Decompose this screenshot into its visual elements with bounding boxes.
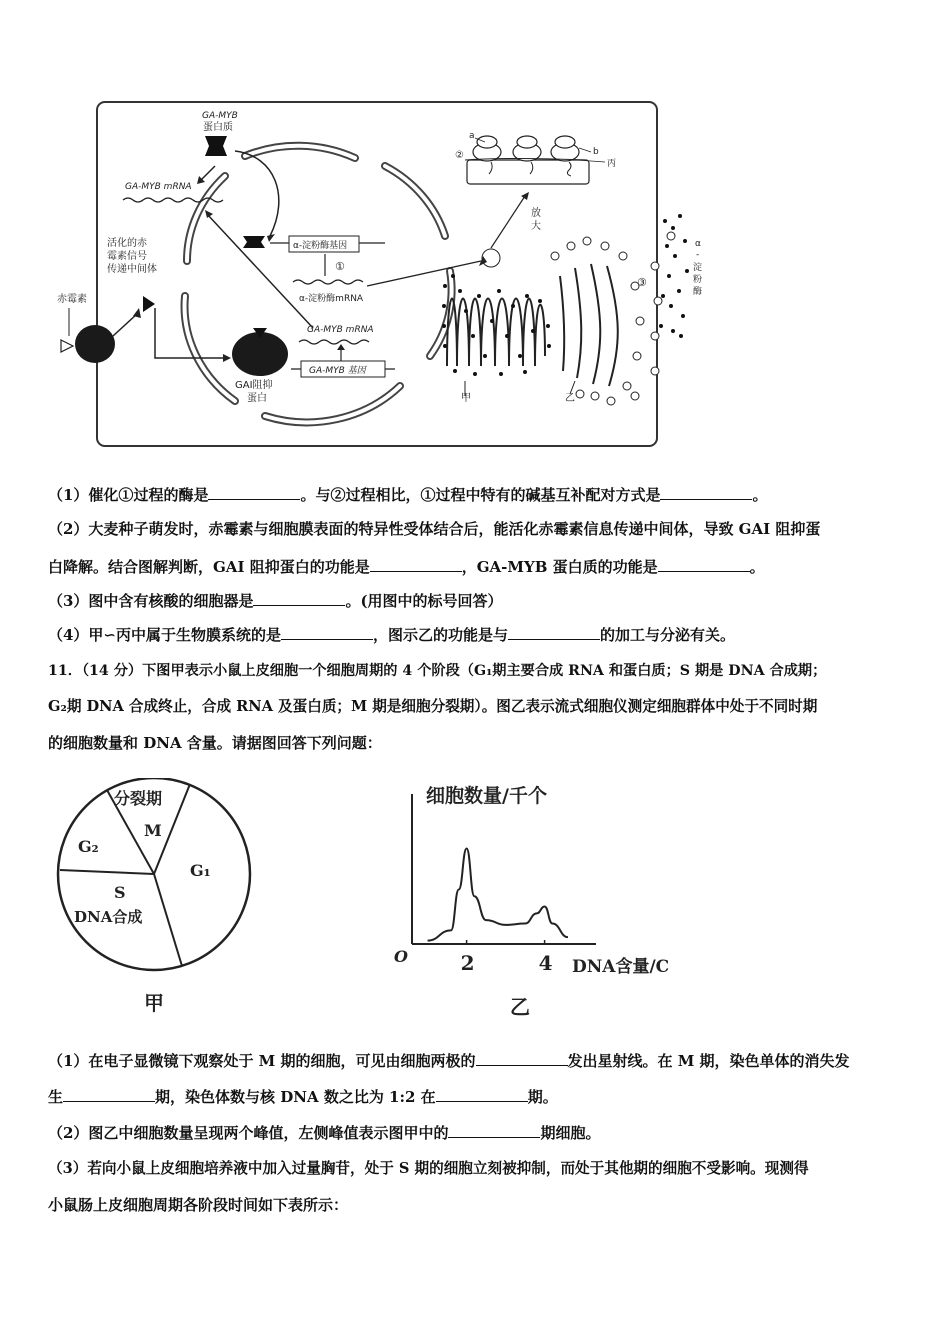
- q10-line-2: （2）大麦种子萌发时，赤霉素与细胞膜表面的特异性受体结合后，能活化赤霉素信息传递中间体，导致 GAI 阻抑蛋: [48, 520, 821, 538]
- enzyme-label-1: α: [695, 239, 701, 249]
- answer-blank[interactable]: [208, 484, 300, 500]
- pie-label-dna-synthesis: DNA合成: [74, 908, 143, 926]
- cell-cycle-pie: [52, 778, 262, 1028]
- gibberellin-diagram: [55, 96, 715, 458]
- ga-myb-protein-label: GA-MYB: [202, 111, 238, 121]
- q11-1b-text-c: 期。: [527, 1088, 558, 1106]
- label-a: a: [469, 131, 475, 141]
- q10-2b-text-b: ，GA-MYB 蛋白质的功能是: [461, 558, 658, 576]
- q11-line-1: [48, 1050, 914, 1072]
- answer-blank[interactable]: [476, 1050, 568, 1066]
- pie-label-s: S: [114, 883, 126, 902]
- q10-line-4: [48, 590, 914, 612]
- q11-2-text-b: 期细胞。: [540, 1124, 601, 1142]
- x-tick-label-2: 2: [460, 951, 475, 975]
- answer-blank[interactable]: [370, 556, 462, 572]
- gai-binding-icon: [243, 236, 265, 248]
- polyribosome: [473, 136, 579, 161]
- q10-line-3: [48, 556, 914, 578]
- q11-intro-1: 11．（14 分）下图甲表示小鼠上皮细胞一个细胞周期的 4 个阶段（G₁期主要合成 RNA 和蛋白质；S 期是 DNA 合成期；: [48, 663, 827, 679]
- gai-repressor-icon: [232, 332, 288, 376]
- q10-2b-text-a: 白降解。结合图解判断，GAI 阻抑蛋白的功能是: [48, 558, 370, 576]
- step-3-label: ③: [637, 276, 647, 289]
- x-tick-label-4: 4: [538, 951, 553, 975]
- x-axis-label: DNA含量/C: [572, 957, 670, 977]
- step-2-label: ②: [455, 150, 464, 161]
- label-yi: 乙: [565, 393, 575, 404]
- q11-line-4: （3）若向小鼠上皮细胞培养液中加入过量胸苷，处于 S 期的细胞立刻被抑制，而处于其他期的细胞不受影响。现测得: [48, 1160, 809, 1177]
- ga-myb-protein-label2: 蛋白质: [203, 122, 233, 133]
- q11-1b-text-b: 期，染色体数与核 DNA 数之比为 1:2 在: [155, 1088, 436, 1106]
- y-axis-label: 细胞数量/千个: [426, 785, 547, 807]
- q11-intro-3: 的细胞数量和 DNA 含量。请据图回答下列问题：: [48, 734, 382, 752]
- q11-1-text-a: （1）在电子显微镜下观察处于 M 期的细胞，可见由细胞两极的: [48, 1052, 476, 1070]
- activated-label-3: 传递中间体: [107, 264, 157, 275]
- q10-3-text-a: （3）图中含有核酸的细胞器是: [48, 592, 254, 610]
- ga-myb-mrna-mid-label: GA-MYB mRNA: [307, 325, 374, 335]
- ga-myb-protein-icon: [205, 136, 227, 156]
- q11-intro-2: G₂期 DNA 合成终止，合成 RNA 及蛋白质；M 期是细胞分裂期）。图乙表示流式细胞仪测定细胞群体中处于不同时期: [48, 698, 818, 715]
- q10-4-text-b: ，图示乙的功能是与: [373, 626, 509, 644]
- ga-myb-gene-label: GA-MYB 基因: [309, 366, 366, 376]
- cell-count-curve: [428, 849, 568, 941]
- pie-label-g2: G₂: [78, 837, 99, 856]
- q10-4-text-a: （4）甲∽丙中属于生物膜系统的是: [48, 626, 282, 644]
- rough-er: [447, 299, 545, 367]
- label-jia: 甲: [461, 393, 471, 404]
- activated-label-1: 活化的赤: [107, 238, 147, 249]
- q10-3-text-b: 。(用图中的标号回答）: [345, 592, 503, 610]
- answer-blank[interactable]: [448, 1122, 540, 1138]
- enzyme-label-3: 淀: [693, 263, 703, 273]
- q11-line-5: 小鼠肠上皮细胞周期各阶段时间如下表所示：: [48, 1196, 349, 1214]
- pie-label-division: 分裂期: [114, 789, 163, 808]
- gai-label-1: GAI阻抑: [235, 380, 273, 391]
- enzyme-label-2: -: [696, 250, 700, 260]
- q11-line-3: [48, 1122, 914, 1144]
- q10-line-1: [48, 484, 914, 506]
- answer-blank[interactable]: [436, 1086, 528, 1102]
- origin-label: O: [394, 947, 408, 966]
- q10-1-text-a: （1）催化①过程的酶是: [48, 486, 209, 504]
- enzyme-dots: [659, 214, 689, 338]
- q11-1-text-b: 发出星射线。在 M 期，染色单体的消失发: [567, 1052, 850, 1070]
- answer-blank[interactable]: [658, 556, 750, 572]
- label-b: b: [593, 147, 599, 157]
- q10-2b-text-c: 。: [749, 558, 765, 576]
- q11-2-text-a: （2）图乙中细胞数量呈现两个峰值，左侧峰值表示图甲中的: [48, 1124, 449, 1142]
- ga-myb-mrna-top-label: GA-MYB mRNA: [125, 182, 192, 192]
- q11-line-2: [48, 1086, 914, 1108]
- enlarge-label-1: 放: [531, 208, 541, 219]
- chart-caption: 乙: [510, 995, 530, 1019]
- gai-label-2: 蛋白: [247, 393, 267, 404]
- flow-cytometry-chart: [388, 776, 698, 1026]
- answer-blank[interactable]: [281, 624, 373, 640]
- step-1-label: ①: [335, 260, 345, 273]
- label-bing: 丙: [607, 159, 617, 169]
- q10-1-text-c: 。: [752, 486, 768, 504]
- answer-blank[interactable]: [508, 624, 600, 640]
- gibberellin-icon: [61, 340, 73, 352]
- alpha-mrna-label: α-淀粉酶mRNA: [299, 294, 364, 304]
- enzyme-label-4: 粉: [693, 275, 703, 285]
- activated-label-2: 霉素信号: [107, 251, 147, 262]
- enzyme-label-5: 酶: [693, 287, 703, 297]
- gibberellin-label: 赤霉素: [57, 294, 87, 305]
- alpha-gene-label: α-淀粉酶基因: [293, 241, 348, 251]
- answer-blank[interactable]: [253, 590, 345, 606]
- q10-4-text-c: 的加工与分泌有关。: [600, 626, 736, 644]
- enlarge-label-2: 大: [531, 221, 541, 232]
- q11-1b-text-a: 生: [48, 1088, 64, 1106]
- pie-caption: 甲: [144, 991, 164, 1015]
- receptor-icon: [75, 325, 115, 363]
- q10-1-text-b: 。与②过程相比，①过程中特有的碱基互补配对方式是: [300, 486, 661, 504]
- pie-label-m: M: [144, 821, 162, 840]
- answer-blank[interactable]: [63, 1086, 155, 1102]
- pie-label-g1: G₁: [190, 861, 211, 880]
- q10-line-5: [48, 624, 914, 646]
- answer-blank[interactable]: [660, 484, 752, 500]
- intermediate-triangle-icon: [143, 296, 155, 312]
- golgi-apparatus: [560, 264, 618, 386]
